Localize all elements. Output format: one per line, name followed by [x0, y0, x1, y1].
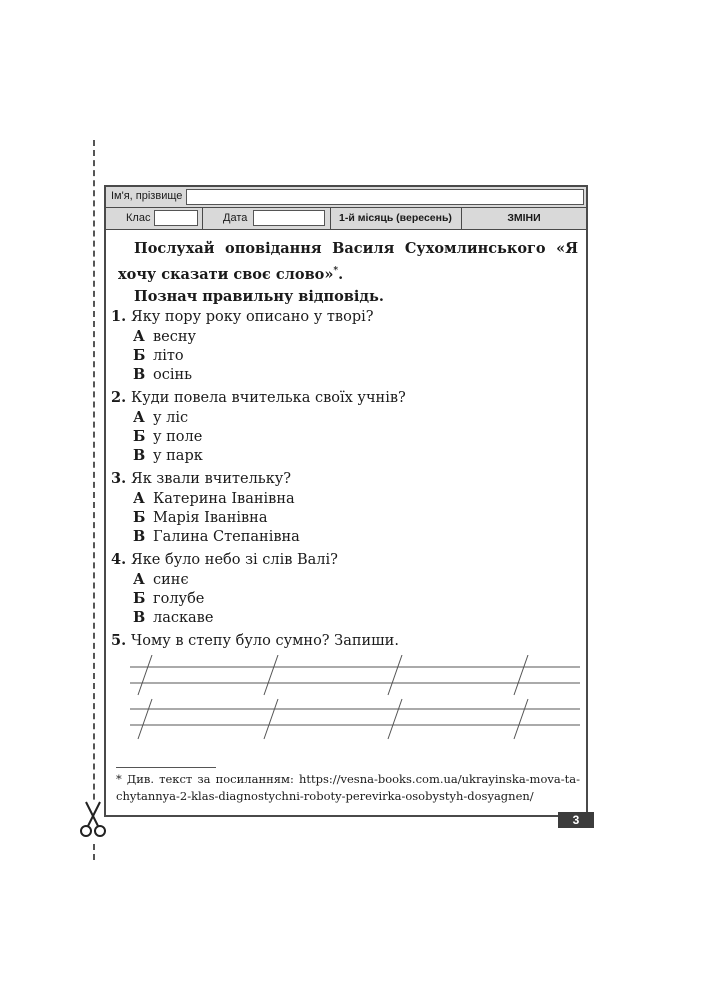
content [106, 230, 586, 815]
changes-label: ЗМІНИ [507, 212, 541, 224]
writing-lines[interactable] [130, 655, 580, 755]
question-4: 4. Яке було небо зі слів Валі? [111, 551, 338, 568]
option-2c[interactable]: В у парк [133, 447, 203, 464]
class-field[interactable] [154, 210, 198, 226]
option-2b[interactable]: Б у поле [133, 428, 203, 445]
question-1: 1. Яку пору року описано у творі? [111, 308, 374, 325]
option-4c[interactable]: В ласкаве [133, 609, 214, 626]
question-2: 2. Куди повела вчителька своїх учнів? [111, 389, 406, 406]
date-cell [203, 208, 331, 229]
month-cell [331, 208, 462, 229]
month-label: 1-й місяць (вересень) [339, 212, 452, 224]
name-row [106, 187, 586, 208]
date-field[interactable] [253, 210, 325, 226]
option-2a[interactable]: А у ліс [133, 409, 189, 426]
option-4b[interactable]: Б голубе [133, 590, 205, 607]
option-1a[interactable]: А весну [133, 328, 197, 345]
page-number: 3 [558, 812, 594, 828]
option-4a[interactable]: А синє [133, 571, 189, 588]
question-3: 3. Як звали вчительку? [111, 470, 292, 487]
info-row [106, 208, 586, 230]
option-3c[interactable]: В Галина Степанівна [133, 528, 300, 545]
option-1c[interactable]: В осінь [133, 366, 193, 383]
name-label: Ім'я, прізвище [111, 190, 183, 202]
footnote-divider [116, 767, 216, 768]
intro-line2: Познач правильну відповідь. [134, 287, 384, 305]
question-5: 5. Чому в степу було сумно? Запиши. [111, 632, 399, 649]
class-label: Клас [126, 212, 151, 224]
option-1b[interactable]: Б літо [133, 347, 184, 364]
option-3a[interactable]: А Катерина Іванівна [133, 490, 295, 507]
class-cell [106, 208, 203, 229]
intro [118, 238, 578, 308]
intro-line1: Послухай оповідання Василя Сухомлинського «Я хочу сказати своє слово»*. [118, 240, 578, 283]
date-label: Дата [223, 212, 248, 224]
cut-line [93, 140, 95, 860]
changes-cell [462, 208, 586, 229]
footnote: * Див. текст за посиланням: https://vesna-books.com.ua/ukrayinska-mova-ta-chytannya-2-klas-diagnostychni-roboty-perevirka-osobystyh-dosyagnen/ [116, 772, 580, 803]
name-field[interactable] [186, 189, 584, 205]
worksheet [104, 185, 588, 817]
option-3b[interactable]: Б Марія Іванівна [133, 509, 268, 526]
